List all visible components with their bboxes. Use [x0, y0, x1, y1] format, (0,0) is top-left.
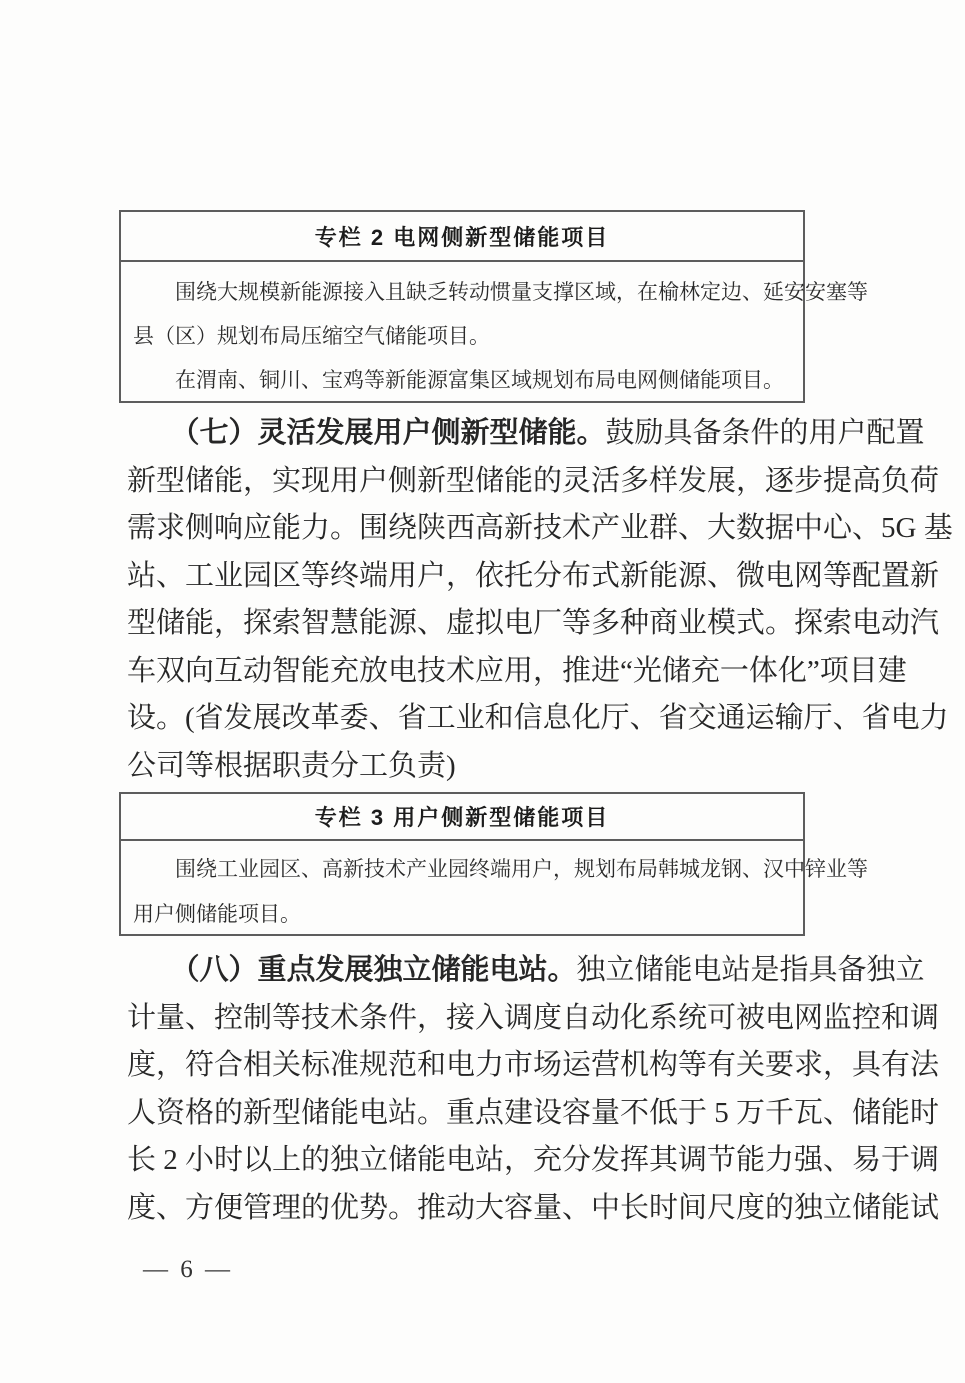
paragraph-7 — [127, 410, 953, 790]
text-line: 人资格的新型储能电站。重点建设容量不低于 5 万千瓦、储能时 — [127, 1096, 940, 1129]
page-number: — 6 — — [143, 1256, 233, 1283]
text-line: 需求侧响应能力。围绕陕西高新技术产业群、大数据中心、5G 基 — [127, 512, 953, 544]
paragraph-8-first-line-rest: 独立储能电站是指具备独立 — [576, 954, 925, 986]
paragraph-7-heading: （七）灵活发展用户侧新型储能。 — [127, 417, 606, 449]
callout-box-3-title: 专栏 3 用户侧新型储能项目 — [121, 794, 803, 841]
text-line: 车双向互动智能充放电技术应用，推进“光储充一体化”项目建 — [127, 654, 907, 687]
text-line: 围绕大规模新能源接入且缺乏转动惯量支撑区域，在榆林定边、延安安塞等 — [133, 280, 868, 304]
text-line: 站、工业园区等终端用户，依托分布式新能源、微电网等配置新 — [127, 559, 940, 592]
text-line: 设。(省发展改革委、省工业和信息化厅、省交通运输厅、省电力 — [127, 702, 949, 734]
callout-box-3-body — [121, 841, 868, 937]
text-line: 度、方便管理的优势。推动大容量、中长时间尺度的独立储能试 — [127, 1191, 940, 1224]
text-line: 县（区）规划布局压缩空气储能项目。 — [133, 324, 490, 348]
text-line: 计量、控制等技术条件，接入调度自动化系统可被电网监控和调 — [127, 1001, 940, 1034]
text-line: 长 2 小时以上的独立储能电站，充分发挥其调节能力强、易于调 — [127, 1144, 940, 1176]
paragraph-8-lines — [127, 995, 940, 1233]
callout-box-3 — [119, 792, 868, 936]
text-line: 在渭南、铜川、宝鸡等新能源富集区域规划布局电网侧储能项目。 — [133, 368, 784, 392]
paragraph-8-heading: （八）重点发展独立储能电站。 — [127, 954, 577, 986]
paragraph-8 — [127, 947, 940, 1232]
text-line: 型储能，探索智慧能源、虚拟电厂等多种商业模式。探索电动汽 — [127, 607, 940, 639]
callout-box-2-body — [121, 262, 868, 402]
callout-box-2-title: 专栏 2 电网侧新型储能项目 — [121, 212, 803, 262]
paragraph-7-first-line-rest: 鼓励具备条件的用户配置 — [605, 417, 925, 449]
text-line: 度，符合相关标准规范和电力市场运营机构等有关要求，具有法 — [127, 1049, 940, 1081]
text-line: 公司等根据职责分工负责) — [127, 749, 456, 782]
callout-box-2 — [119, 210, 868, 403]
text-line: 新型储能，实现用户侧新型储能的灵活多样发展，逐步提高负荷 — [127, 464, 940, 497]
paragraph-7-lines — [127, 458, 953, 791]
text-line: 用户侧储能项目。 — [133, 902, 301, 926]
paragraph-7-first-line — [127, 410, 925, 458]
text-line: 围绕工业园区、高新技术产业园终端用户，规划布局韩城龙钢、汉中锌业等 — [133, 857, 868, 881]
paragraph-8-first-line — [127, 947, 925, 995]
